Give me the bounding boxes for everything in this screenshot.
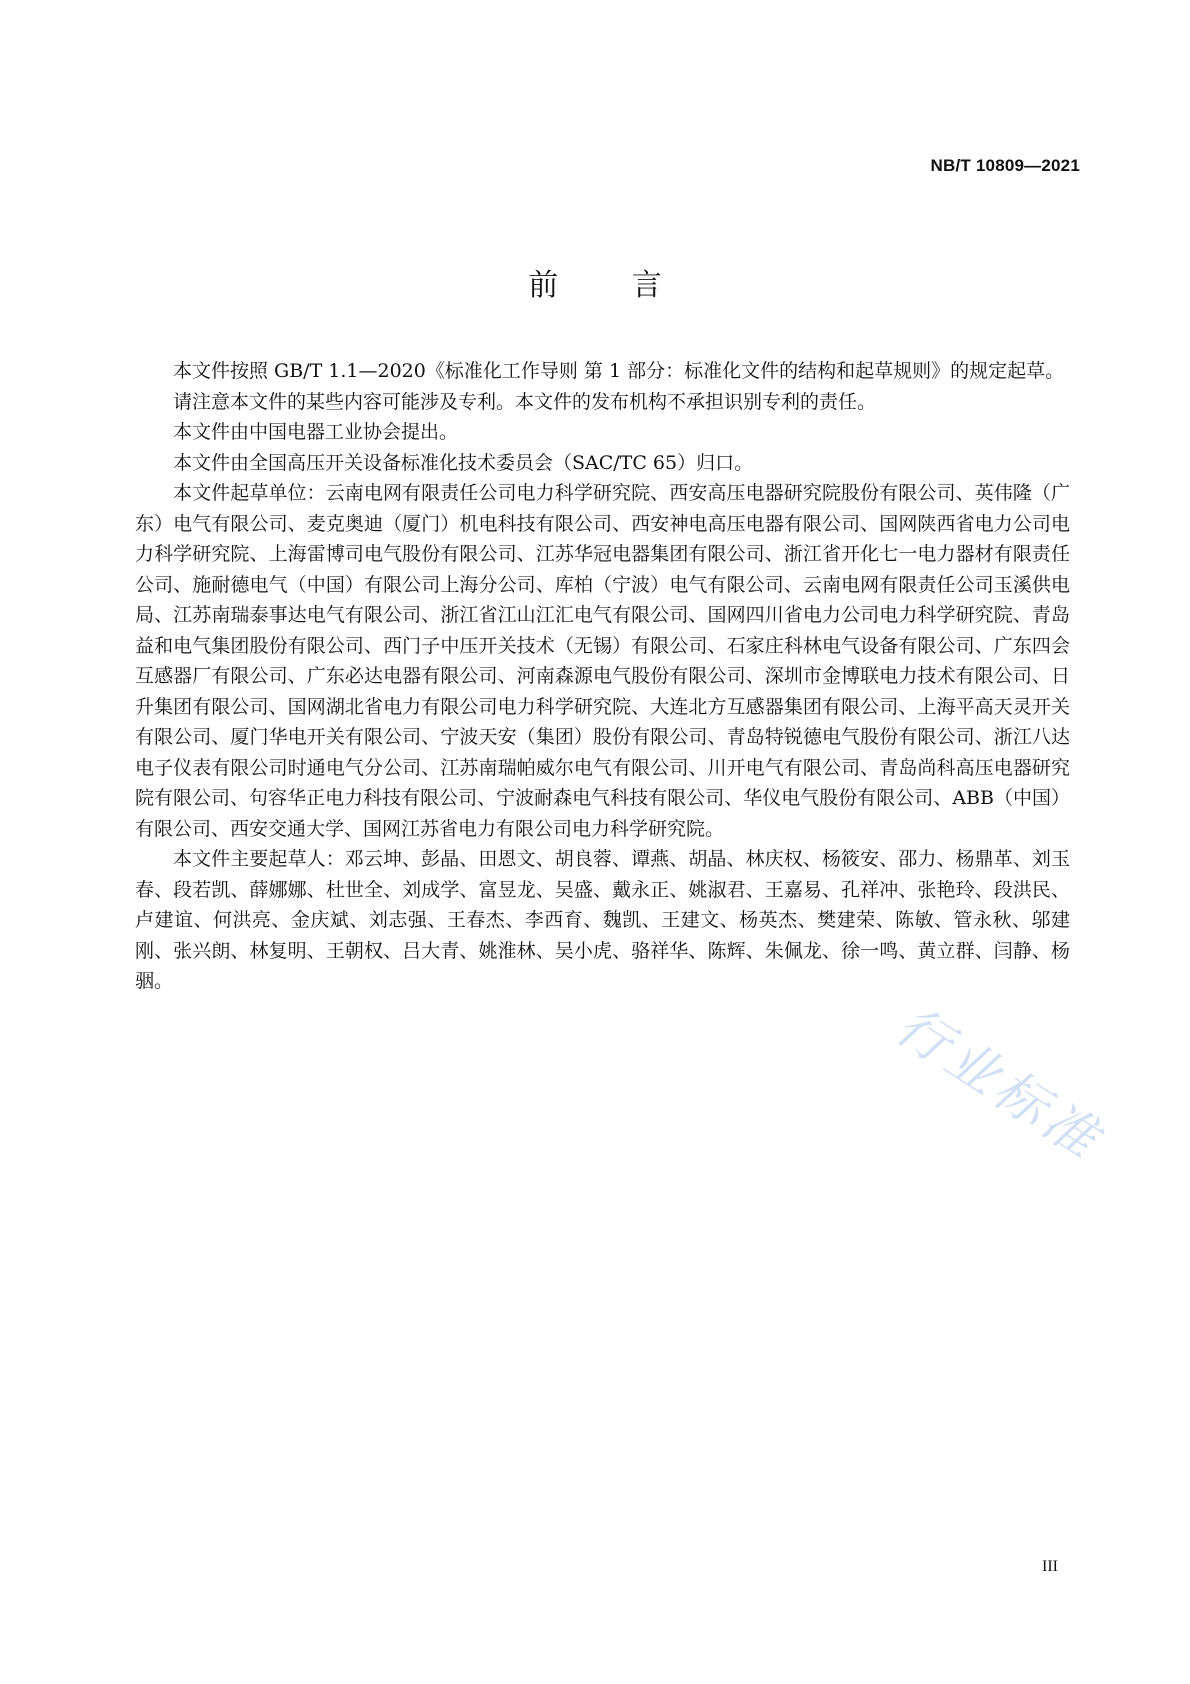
page-number: III xyxy=(1042,1558,1058,1575)
paragraph-drafting-units: 本文件起草单位：云南电网有限责任公司电力科学研究院、西安高压电器研究院股份有限公司、英伟隆（广东）电气有限公司、麦克奥迪（厦门）机电科技有限公司、西安神电高压电器有限公司、国网陕西省电力公司电力科学研究院、上海雷博司电气股份有限公司、江苏华冠电器集团有限公司、浙江省开化七一电力器材有限责任公司、施耐德电气（中国）有限公司上海分公司、库柏（宁波）电气有限公司、云南电网有限责任公司玉溪供电局、江苏南瑞泰事达电气有限公司、浙江省江山江汇电气有限公司、国网四川省电力公司电力科学研究院、青岛益和电气集团股份有限公司、西门子中压开关技术（无锡）有限公司、石家庄科林电气设备有限公司、广东四会互感器厂有限公司、广东必达电器有限公司、河南森源电气股份有限公司、深圳市金博联电力技术有限公司、日升集团有限公司、国网湖北省电力有限公司电力科学研究院、大连北方互感器集团有限公司、上海平高天灵开关有限公司、厦门华电开关有限公司、宁波天安（集团）股份有限公司、青岛特锐德电气股份有限公司、浙江八达电子仪表有限公司时通电气分公司、江苏南瑞帕威尔电气有限公司、川开电气有限公司、青岛尚科高压电器研究院有限公司、句容华正电力科技有限公司、宁波耐森电气科技有限公司、华仪电气股份有限公司、ABB（中国）有限公司、西安交通大学、国网江苏省电力有限公司电力科学研究院。 xyxy=(135,482,1070,840)
page-title: 前 言 xyxy=(528,268,694,303)
paragraph-drafting-rules: 本文件按照 GB/T 1.1—2020《标准化工作导则 第 1 部分：标准化文件的结构和起草规则》的规定起草。 xyxy=(173,360,1065,382)
foreword-body xyxy=(135,356,1070,997)
watermark: 行业标准 xyxy=(885,995,1113,1173)
paragraph-proposer: 本文件由中国电器工业协会提出。 xyxy=(173,421,459,443)
paragraph-patent-notice: 请注意本文件的某些内容可能涉及专利。本文件的发布机构不承担识别专利的责任。 xyxy=(173,390,877,413)
paragraph-committee: 本文件由全国高压开关设备标准化技术委员会（SAC/TC 65）归口。 xyxy=(173,451,754,474)
paragraph-drafters: 本文件主要起草人：邓云坤、彭晶、田恩文、胡良蓉、谭燕、胡晶、林庆权、杨筱安、邵力、杨鼎革、刘玉春、段若凯、薛娜娜、杜世全、刘成学、富昱龙、吴盛、戴永正、姚淑君、王嘉易、孔祥冲、张艳玲、段洪民、卢建谊、何洪亮、金庆斌、刘志强、王春杰、李西育、魏凯、王建文、杨英杰、樊建荣、陈敏、管永秋、邬建刚、张兴朗、林复明、王朝权、吕大青、姚淮林、吴小虎、骆祥华、陈辉、朱佩龙、徐一鸣、黄立群、闫静、杨骃。 xyxy=(135,848,1070,992)
standard-number: NB/T 10809—2021 xyxy=(930,156,1080,175)
